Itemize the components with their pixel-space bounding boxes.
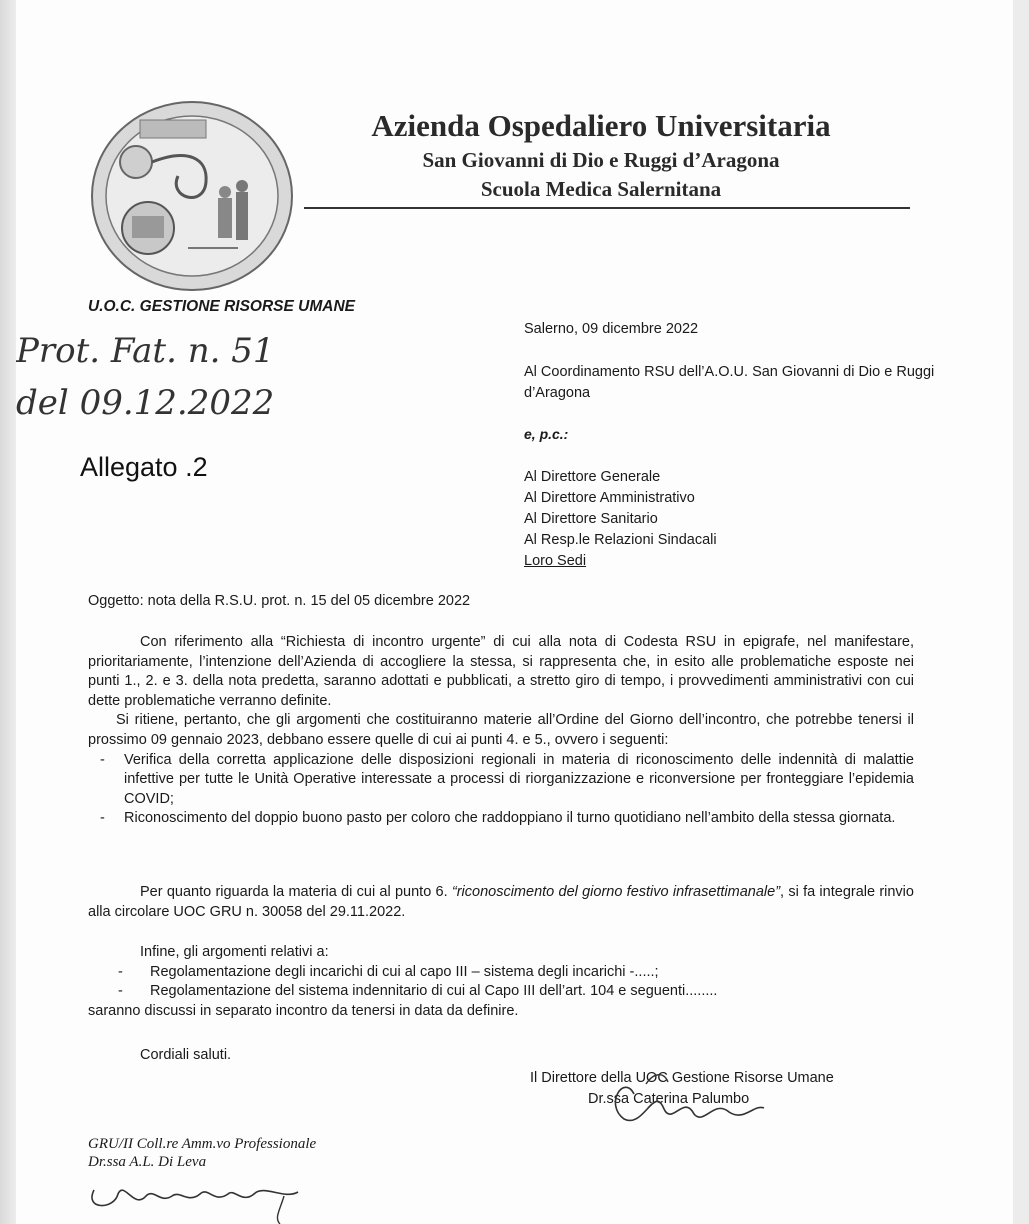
bullet-dash: -: [100, 751, 105, 768]
seal-icon: [88, 98, 296, 294]
letter-body: [88, 633, 914, 829]
school-name: Scuola Medica Salernitana: [480, 177, 722, 201]
handwritten-protocol-line1: Prot. Fat. n. 51: [16, 331, 275, 371]
signature-name: Dr.ssa Caterina Palumbo: [588, 1091, 750, 1107]
sub-dash: -: [118, 963, 123, 980]
bullet-item: [88, 809, 914, 829]
prepared-by-line1: GRU/II Coll.re Amm.vo Professionale: [88, 1136, 317, 1152]
prepared-by-line2: Dr.ssa A.L. Di Leva: [88, 1154, 207, 1170]
subject-line: Oggetto: nota della R.S.U. prot. n. 15 del 05 dicembre 2022: [88, 593, 471, 609]
handwritten-signature: [594, 1064, 774, 1134]
document-page: [16, 0, 1013, 1224]
p5-text: saranno discussi in separato incontro da tenersi in data da definire.: [88, 1002, 519, 1019]
attachment-label: Allegato .2: [80, 452, 208, 482]
bullet-dash: -: [100, 810, 105, 827]
sub-text: Regolamentazione degli incarichi di cui al capo III – sistema degli incarichi -.....;: [150, 963, 659, 980]
bullet-text: Riconoscimento del doppio buono pasto per coloro che raddoppiano il turno quotidiano nell’ambito della stessa giornata.: [124, 810, 896, 827]
header-divider: [304, 207, 910, 209]
sub-item: [88, 963, 914, 983]
p3-italic: “riconoscimento del giorno festivo infrasettimanale”: [451, 884, 781, 900]
org-name: Azienda Ospedaliero Universitaria: [371, 108, 831, 143]
cc-item: Al Direttore Sanitario: [524, 511, 658, 527]
cc-item: Al Resp.le Relazioni Sindacali: [524, 532, 717, 548]
signature-title: Il Direttore della UOC Gestione Risorse Umane: [530, 1070, 834, 1086]
p3-end: , si fa integrale rinvio alla circolare UOC GRU n. 30058 del 29.11.2022.: [88, 884, 914, 920]
sub-dash: -: [118, 983, 123, 1000]
cc-item-loro-sedi: Loro Sedi: [524, 553, 587, 569]
recipient: Al Coordinamento RSU dell’A.O.U. San Giovanni di Dio e Ruggi d’Aragona: [524, 364, 935, 401]
cc-item: Al Direttore Generale: [524, 469, 661, 485]
closing-greeting: Cordiali saluti.: [140, 1047, 232, 1063]
cc-list: [524, 467, 717, 572]
bullet-item: [88, 751, 914, 810]
body-paragraph-3: [88, 883, 914, 922]
handwritten-signature-2: [84, 1170, 314, 1224]
bullet-text: Verifica della corretta applicazione delle disposizioni regionali in materia di riconoscimento delle indennità di malattie infettive per tutte le Unità Operative interessate a processi di riorganizzazione e riconversione per fronteggiare l’epidemia COVID;: [124, 751, 914, 807]
pc-label: e, p.c.:: [524, 426, 569, 442]
body-paragraph-2: Si ritiene, pertanto, che gli argomenti che costituiranno materie all’Ordine del Giorno dell’incontro, che potrebbe tenersi il prossimo 09 gennaio 2023, debbano essere quelle di cui ai punti 4. e 5., ovvero i seguenti:: [88, 712, 914, 748]
handwritten-protocol: [16, 318, 306, 430]
body-paragraph-1: Con riferimento alla “Richiesta di incontro urgente” di cui alla nota di Codesta RSU in epigrafe, nel manifestare, prioritariamente, l’intenzione dell’Azienda di accogliere la stessa, si rappresenta che, in esito alle problematiche esposte nei punti 1., 2. e 3. della nota predetta, saranno adottati e pubblicati, a stretto giro di tempo, i provvedimenti amministrativi con cui dette problematiche verranno definite.: [88, 634, 914, 709]
p3-start: Per quanto riguarda la materia di cui al punto 6.: [140, 884, 452, 900]
hospital-name: San Giovanni di Dio e Ruggi d’Aragona: [422, 148, 780, 172]
sub-item: [88, 982, 914, 1002]
p4-intro: Infine, gli argomenti relativi a:: [140, 944, 329, 960]
cc-item: Al Direttore Amministrativo: [524, 490, 695, 506]
date-line: Salerno, 09 dicembre 2022: [524, 321, 699, 337]
handwritten-protocol-line2: del 09.12.2022: [16, 383, 275, 423]
body-paragraph-4: [88, 943, 914, 1021]
department-name: U.O.C. GESTIONE RISORSE UMANE: [88, 298, 355, 315]
page-edge: [0, 0, 16, 1224]
sub-text: Regolamentazione del sistema indennitario di cui al Capo III dell’art. 104 e seguenti........: [150, 983, 718, 1000]
